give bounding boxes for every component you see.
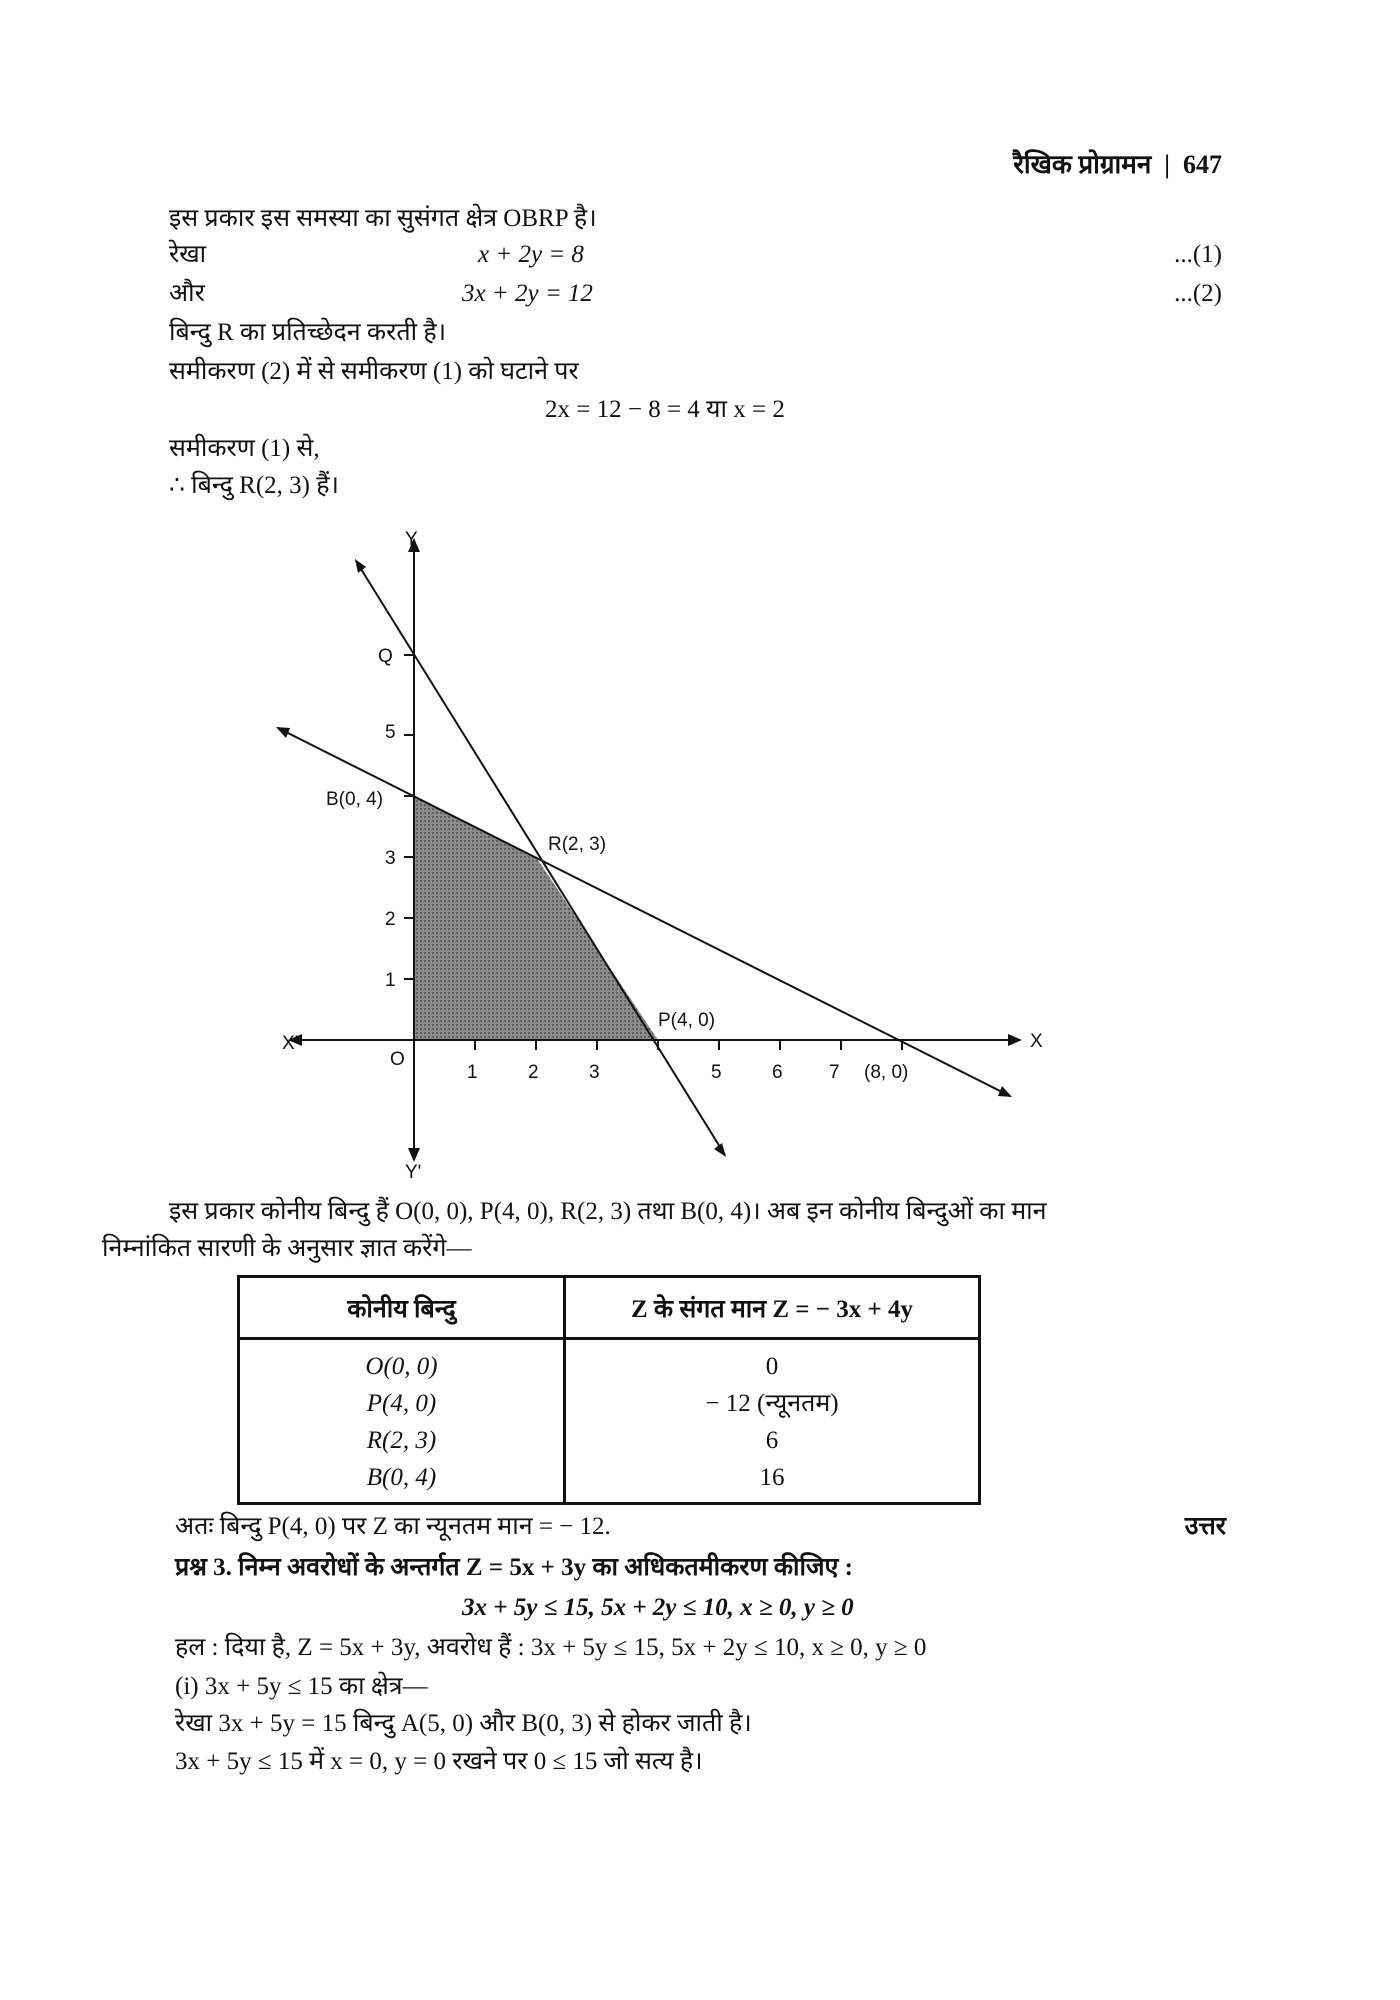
y-tick: 1	[385, 970, 396, 991]
x-axis-label: X	[1030, 1031, 1043, 1052]
separator: |	[1157, 150, 1177, 179]
text-line: इस प्रकार इस समस्या का सुसंगत क्षेत्र OBRP है।	[169, 205, 597, 232]
y-tick: 3	[385, 848, 396, 869]
x-tick: 5	[711, 1062, 722, 1083]
text-line: ∴ बिन्दु R(2, 3) हैं।	[169, 472, 339, 499]
table-cell: 6	[765, 1427, 779, 1454]
paragraph-line: इस प्रकार कोनीय बिन्दु हैं O(0, 0), P(4, 0), R(2, 3) तथा B(0, 4)। अब इन कोनीय बिन्दुओं का मान	[169, 1198, 1047, 1225]
y-tick: 5	[385, 722, 396, 743]
point-label-Q: Q	[378, 646, 393, 667]
corner-points-column	[239, 1339, 565, 1504]
x-axis-arrow	[1008, 1034, 1022, 1046]
table-cell: − 12 (न्यूनतम)	[705, 1390, 839, 1417]
x-tick: 1	[467, 1062, 478, 1083]
conclusion-line: अतः बिन्दु P(4, 0) पर Z का न्यूनतम मान = − 12.	[175, 1513, 611, 1540]
y-axis-label: Y	[405, 529, 418, 550]
y-neg-arrow	[408, 1148, 420, 1162]
table-cell: 16	[759, 1464, 785, 1491]
x-tick: 6	[772, 1062, 783, 1083]
x-tick: 2	[528, 1062, 539, 1083]
table-cell: O(0, 0)	[365, 1353, 438, 1380]
x-neg-label: X'	[282, 1033, 299, 1054]
chapter-title: रैखिक प्रोग्रामन	[1013, 150, 1152, 179]
answer-label: उत्तर	[1184, 1513, 1226, 1540]
origin-label: O	[390, 1049, 405, 1070]
feasible-region-OBRP	[414, 796, 658, 1040]
table-header: कोनीय बिन्दु	[239, 1277, 565, 1339]
text-label: रेखा	[169, 241, 207, 268]
point-label-B: B(0, 4)	[326, 789, 384, 810]
table-cell: 0	[765, 1353, 779, 1380]
equation-ref-2: ...(2)	[1174, 280, 1222, 307]
solution-line: हल : दिया है, Z = 5x + 3y, अवरोध हैं : 3x + 5y ≤ 15, 5x + 2y ≤ 10, x ≥ 0, y ≥ 0	[175, 1634, 927, 1661]
y-neg-label: Y'	[405, 1162, 422, 1183]
equation-ref-1: ...(1)	[1174, 241, 1222, 268]
solution-line: 3x + 5y ≤ 15 में x = 0, y = 0 रखने पर 0 ≤ 15 जो सत्य है।	[175, 1748, 703, 1775]
table-header: Z के संगत मान Z = − 3x + 4y	[565, 1277, 980, 1339]
x-tick: 3	[589, 1062, 600, 1083]
point-label-8-0: (8, 0)	[864, 1062, 909, 1083]
text-line: समीकरण (2) में से समीकरण (1) को घटाने पर	[169, 358, 579, 385]
x-tick: 7	[829, 1062, 840, 1083]
text-label: और	[169, 280, 205, 307]
text-line: बिन्दु R का प्रतिच्छेदन करती है।	[169, 319, 447, 346]
question-3-constraints: 3x + 5y ≤ 15, 5x + 2y ≤ 10, x ≥ 0, y ≥ 0	[462, 1594, 854, 1621]
question-3: प्रश्न 3. निम्न अवरोधों के अन्तर्गत Z = 5x + 3y का अधिकतमीकरण कीजिए :	[175, 1554, 853, 1581]
z-values-column	[565, 1339, 980, 1504]
solution-line: रेखा 3x + 5y = 15 बिन्दु A(5, 0) और B(0, 3) से होकर जाती है।	[175, 1710, 752, 1737]
paragraph-line: निम्नांकित सारणी के अनुसार ज्ञात करेंगे—	[102, 1235, 472, 1262]
text-line: समीकरण (1) से,	[169, 435, 320, 462]
point-label-R: R(2, 3)	[548, 834, 607, 855]
y-tick: 2	[385, 909, 396, 930]
corner-points-table	[237, 1275, 981, 1505]
equation-1: x + 2y = 8	[478, 241, 584, 268]
equation-2: 3x + 2y = 12	[462, 280, 593, 307]
page-number: 647	[1183, 150, 1222, 179]
table-cell: B(0, 4)	[366, 1464, 437, 1491]
equation-result: 2x = 12 − 8 = 4 या x = 2	[545, 396, 785, 423]
solution-line: (i) 3x + 5y ≤ 15 का क्षेत्र—	[175, 1673, 428, 1700]
table-cell: R(2, 3)	[366, 1427, 437, 1454]
point-label-P: P(4, 0)	[658, 1010, 716, 1031]
table-cell: P(4, 0)	[366, 1390, 437, 1417]
